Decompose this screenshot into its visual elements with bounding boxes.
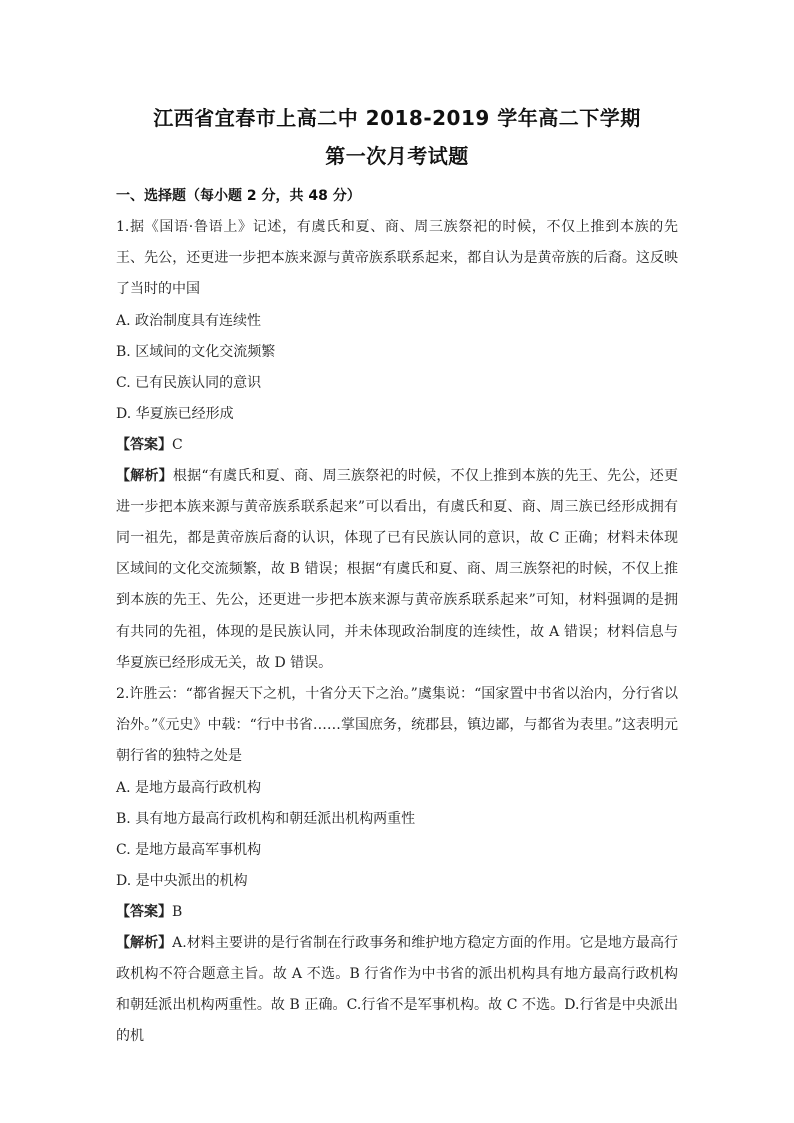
question-stem: 2.许胜云：“都省握天下之机，十省分天下之治。”虞集说：“国家置中书省以治内，分行省以治外。”《元史》中载：“行中书省……掌国庶务，统郡县，镇边鄙，与都省为表里。”这表明元朝行省的独特之处是 [116,686,678,765]
answer-value: C [172,436,183,453]
answer-line [116,430,678,461]
document-title-line1: 江西省宜春市上高二中 2018-2019 学年高二下学期 [153,106,641,130]
analysis-paragraph [116,928,678,1053]
option-d: D. 是中央派出的机构 [116,872,248,889]
option-b: B. 具有地方最高行政机构和朝廷派出机构两重性 [116,810,416,827]
option-c: C. 已有民族认同的意识 [116,374,262,391]
answer-line [116,897,678,928]
analysis-paragraph [116,461,678,679]
option-b: B. 区域间的文化交流频繁 [116,343,276,360]
question-1 [116,212,678,679]
option-a: A. 政治制度具有连续性 [116,312,262,329]
analysis-text: A.材料主要讲的是行省制在行政事务和维护地方稳定方面的作用。它是地方最高行政机构不符合题意主旨。故 A 不选。B 行省作为中书省的派出机构具有地方最高行政机构和朝廷派出机构两重性。故 B 正确。C.行省不是军事机构。故 C 不选。D.行省是中央派出的机 [116,934,679,1045]
option-a: A. 是地方最高行政机构 [116,779,262,796]
answer-tag: 【答案】 [116,436,172,453]
analysis-text: 根据“有虞氏和夏、商、周三族祭祀的时候，不仅上推到本族的先王、先公，还更进一步把本族来源与黄帝族系联系起来”可以看出，有虞氏和夏、商、周三族已经形成拥有同一祖先，都是黄帝族后裔的认识，体现了已有民族认同的意识，故 C 正确；材料未体现区域间的文化交流频繁，故 B 错误；根据“有虞氏和夏、商、周三族祭祀的时候，不仅上推到本族的先王、先公，还更进一步把本族来源与黄帝族系联系起来”可知，材料强调的是拥有共同的先祖，体现的是民族认同，并未体现政治制度的连续性，故 A 错误；材料信息与华夏族已经形成无关，故 D 错误。 [116,467,679,671]
question-2 [116,679,678,1052]
analysis-tag: 【解析】 [116,467,173,484]
analysis-tag: 【解析】 [116,934,173,951]
answer-value: B [172,903,183,920]
question-stem: 1.据《国语·鲁语上》记述，有虞氏和夏、商、周三族祭祀的时候，不仅上推到本族的先王、先公，还更进一步把本族来源与黄帝族系联系起来，都自认为是黄帝族的后裔。这反映了当时的中国 [116,219,678,298]
document-title-line2: 第一次月考试题 [325,144,469,168]
section-title: 一、选择题（每小题 2 分，共 48 分） [116,188,361,204]
option-d: D. 华夏族已经形成 [116,405,234,422]
option-c: C. 是地方最高军事机构 [116,841,262,858]
answer-tag: 【答案】 [116,903,172,920]
